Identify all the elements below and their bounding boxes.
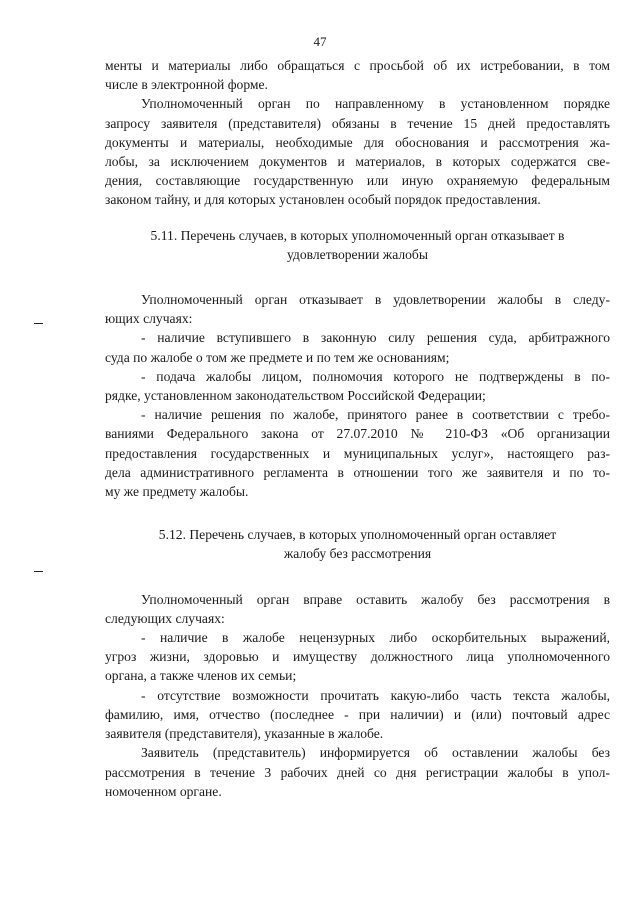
text-line: дела административного регламента в отношении того же заявителя и по то- xyxy=(105,464,610,480)
page-number: 47 xyxy=(313,34,327,49)
text-line: - отсутствие возможности прочитать какую-либо часть текста жалобы, xyxy=(141,687,610,703)
list-item xyxy=(105,367,610,405)
margin-mark xyxy=(34,571,43,572)
text-line: - наличие решения по жалобе, принятого ранее в соответствии с требо- xyxy=(141,407,610,423)
text-line: - наличие в жалобе нецензурных либо оскорбительных выражений, xyxy=(141,630,610,646)
paragraph xyxy=(105,56,610,94)
text-line: - подача жалобы лицом, полномочия которого не подтверждены в по- xyxy=(141,368,610,384)
text-line: ваниями Федерального закона от 27.07.2010 № 210-ФЗ «Об организации xyxy=(105,426,610,442)
margin-mark xyxy=(34,323,43,324)
text-line: суда по жалобе о том же предмете и по тем же основаниям; xyxy=(105,349,450,365)
section-heading-5-12 xyxy=(105,525,610,563)
text-line: законом тайну, и для которых установлен особый порядок предоставления. xyxy=(105,192,541,208)
text-line: рассмотрения в течение 3 рабочих дней со дня регистрации жалобы в упол- xyxy=(105,764,610,780)
text-line: фамилию, имя, отчество (последнее - при наличии) и (или) почтовый адрес xyxy=(105,706,610,722)
list-item xyxy=(105,328,610,366)
text-line: предоставления государственных и муниципальных услуг», настоящего раз- xyxy=(105,445,610,461)
text-line: Уполномоченный орган по направленному в установленном порядке xyxy=(141,96,610,112)
list-item xyxy=(105,628,610,686)
paragraph xyxy=(105,290,610,328)
text-line: му же предмету жалобы. xyxy=(105,484,249,500)
heading-line: удовлетворении жалобы xyxy=(286,246,428,262)
text-line: ющих случаях: xyxy=(105,311,193,327)
text-line: менты и материалы либо обращаться с просьбой об их истребовании, в том xyxy=(105,58,610,73)
text-line: - наличие вступившего в законную силу решения суда, арбитражного xyxy=(141,330,610,346)
text-line: органа, а также членов их семьи; xyxy=(105,668,297,684)
text-line: Уполномоченный орган вправе оставить жалобу без рассмотрения в xyxy=(141,591,610,607)
heading-line: 5.12. Перечень случаев, в которых уполномоченный орган оставляет xyxy=(158,527,557,543)
text-line: документы и материалы, необходимые для обоснования и рассмотрения жа- xyxy=(105,134,610,150)
heading-line: жалобу без рассмотрения xyxy=(283,546,432,562)
text-line: номоченном органе. xyxy=(105,783,222,799)
text-line: числе в электронной форме. xyxy=(105,77,268,93)
text-line: дения, составляющие государственную или иную охраняемую федеральным xyxy=(105,173,610,189)
paragraph xyxy=(105,590,610,628)
list-item xyxy=(105,686,610,744)
text-line: заявителя (представителя), указанные в жалобе. xyxy=(105,726,384,742)
section-heading-5-11 xyxy=(105,226,610,264)
text-line: Уполномоченный орган отказывает в удовлетворении жалобы в следу- xyxy=(141,292,610,308)
document-body xyxy=(105,56,610,801)
list-item xyxy=(105,405,610,501)
text-line: рядке, установленном законодательством Российской Федерации; xyxy=(105,388,486,404)
paragraph xyxy=(105,94,610,209)
text-line: Заявитель (представитель) информируется об оставлении жалобы без xyxy=(141,745,610,761)
text-line: следующих случаях: xyxy=(105,610,225,626)
paragraph xyxy=(105,743,610,801)
heading-line: 5.11. Перечень случаев, в которых уполномоченный орган отказывает в xyxy=(150,227,565,243)
text-line: угроз жизни, здоровью и имуществу должностного лица уполномоченного xyxy=(105,649,610,665)
text-line: лобы, за исключением документов и материалов, в которых содержатся све- xyxy=(105,154,610,170)
text-line: запросу заявителя (представителя) обязаны в течение 15 дней предоставлять xyxy=(105,115,610,131)
